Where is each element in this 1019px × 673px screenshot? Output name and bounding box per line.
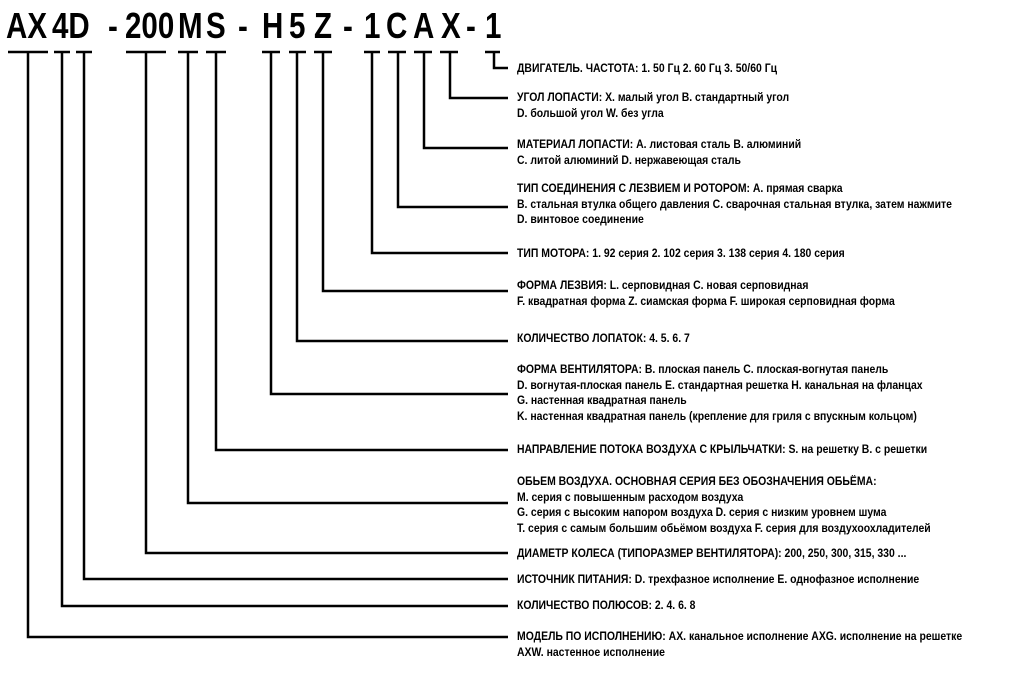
- desc-line: AXW. настенное исполнение: [517, 645, 665, 659]
- desc-line: G. настенная квадратная панель: [517, 394, 687, 407]
- desc-line: C. литой алюминий D. нержавеющая сталь: [517, 153, 741, 167]
- desc-blade-rotor-connection: [517, 181, 952, 228]
- leader-blade-shape: [323, 52, 508, 291]
- code-segment: AX: [6, 5, 48, 46]
- code-segment: M: [178, 5, 203, 46]
- desc-line: ДВИГАТЕЛЬ. ЧАСТОТА: 1. 50 Гц 2. 60 Гц 3. 50/60 Гц: [517, 62, 778, 75]
- code-segment: 4D: [52, 5, 90, 46]
- desc-pole-count: [517, 598, 695, 614]
- leader-air-volume: [188, 52, 508, 503]
- desc-line: КОЛИЧЕСТВО ЛОПАТОК: 4. 5. 6. 7: [517, 332, 690, 345]
- desc-line: K. настенная квадратная панель (крепление для гриля с впускным кольцом): [517, 409, 917, 423]
- desc-line: ФОРМА ЛЕЗВИЯ: L. серповидная C. новая серповидная: [517, 279, 809, 292]
- desc-line: ДИАМЕТР КОЛЕСА (ТИПОРАЗМЕР ВЕНТИЛЯТОРА): 200, 250, 300, 315, 330 ...: [517, 547, 907, 560]
- desc-line: ТИП СОЕДИНЕНИЯ С ЛЕЗВИЕМ И РОТОРОМ: A. прямая сварка: [517, 182, 843, 195]
- code-segment: S: [206, 5, 226, 46]
- desc-line: D. винтовое соединение: [517, 213, 644, 226]
- desc-line: НАПРАВЛЕНИЕ ПОТОКА ВОЗДУХА С КРЫЛЬЧАТКИ: S. на решетку B. с решетки: [517, 443, 928, 456]
- leader-lines: [28, 52, 508, 637]
- desc-blade-shape: [517, 278, 895, 309]
- leader-motor-frequency: [494, 52, 508, 68]
- desc-line: ОБЬЕМ ВОЗДУХА. ОСНОВНАЯ СЕРИЯ БЕЗ ОБОЗНАЧЕНИЯ ОБЬЁМА:: [517, 475, 877, 488]
- leader-pole-count: [62, 52, 508, 606]
- desc-line: T. серия с самым большим обьёмом воздуха F. серия для воздухоохладителей: [517, 521, 931, 535]
- code-segment: 1: [485, 5, 502, 46]
- code-separator: -: [108, 5, 118, 46]
- desc-wheel-diameter: [517, 546, 906, 562]
- leader-blade-rotor-connection: [398, 52, 508, 207]
- code-segment: X: [441, 5, 461, 46]
- desc-line: МОДЕЛЬ ПО ИСПОЛНЕНИЮ: AX. канальное исполнение AXG. исполнение на решетке: [517, 630, 963, 643]
- code-segment: 5: [289, 5, 306, 46]
- desc-power-source: [517, 572, 919, 588]
- leader-blade-material: [424, 52, 508, 148]
- desc-line: D. большой угол W. без угла: [517, 106, 664, 120]
- leader-wheel-diameter: [146, 52, 508, 553]
- desc-motor-frequency: [517, 61, 777, 77]
- desc-motor-type: [517, 246, 845, 262]
- leader-model-execution: [28, 52, 508, 637]
- desc-line: ФОРМА ВЕНТИЛЯТОРА: B. плоская панель C. плоская-вогнутая панель: [517, 363, 889, 376]
- code-separator: -: [466, 5, 476, 46]
- desc-line: УГОЛ ЛОПАСТИ: X. малый угол B. стандартный угол: [517, 91, 790, 104]
- desc-blade-count: [517, 331, 690, 347]
- code-segment: H: [262, 5, 284, 46]
- leader-blade-angle: [450, 52, 508, 98]
- desc-line: D. вогнутая-плоская панель E. стандартная решетка H. канальная на фланцах: [517, 378, 923, 392]
- desc-air-volume: [517, 474, 931, 536]
- code-segment: A: [413, 5, 435, 46]
- code-segment: 200: [125, 5, 175, 46]
- leader-blade-count: [297, 52, 508, 341]
- desc-blade-angle: [517, 90, 789, 121]
- code-separator: -: [238, 5, 248, 46]
- desc-blade-material: [517, 137, 801, 168]
- desc-fan-shape: [517, 362, 923, 424]
- desc-line: B. стальная втулка общего давления C. сварочная стальная втулка, затем нажмите: [517, 197, 952, 211]
- desc-line: ТИП МОТОРА: 1. 92 серия 2. 102 серия 3. 138 серия 4. 180 серия: [517, 247, 845, 260]
- leader-airflow-direction: [216, 52, 508, 450]
- desc-line: M. серия с повышенным расходом воздуха: [517, 490, 744, 504]
- desc-line: ИСТОЧНИК ПИТАНИЯ: D. трехфазное исполнение E. однофазное исполнение: [517, 573, 920, 586]
- desc-line: КОЛИЧЕСТВО ПОЛЮСОВ: 2. 4. 6. 8: [517, 599, 696, 612]
- code-segment: 1: [364, 5, 381, 46]
- desc-line: F. квадратная форма Z. сиамская форма F. широкая серповидная форма: [517, 294, 895, 308]
- desc-line: G. серия с высоким напором воздуха D. серия с низким уровнем шума: [517, 506, 887, 519]
- leader-fan-shape: [271, 52, 508, 394]
- code-segment: C: [386, 5, 408, 46]
- desc-airflow-direction: [517, 442, 927, 458]
- desc-line: МАТЕРИАЛ ЛОПАСТИ: A. листовая сталь B. алюминий: [517, 138, 802, 151]
- desc-model-execution: [517, 629, 962, 660]
- leader-motor-type: [372, 52, 508, 253]
- code-segment: Z: [314, 5, 333, 46]
- code-separator: -: [343, 5, 353, 46]
